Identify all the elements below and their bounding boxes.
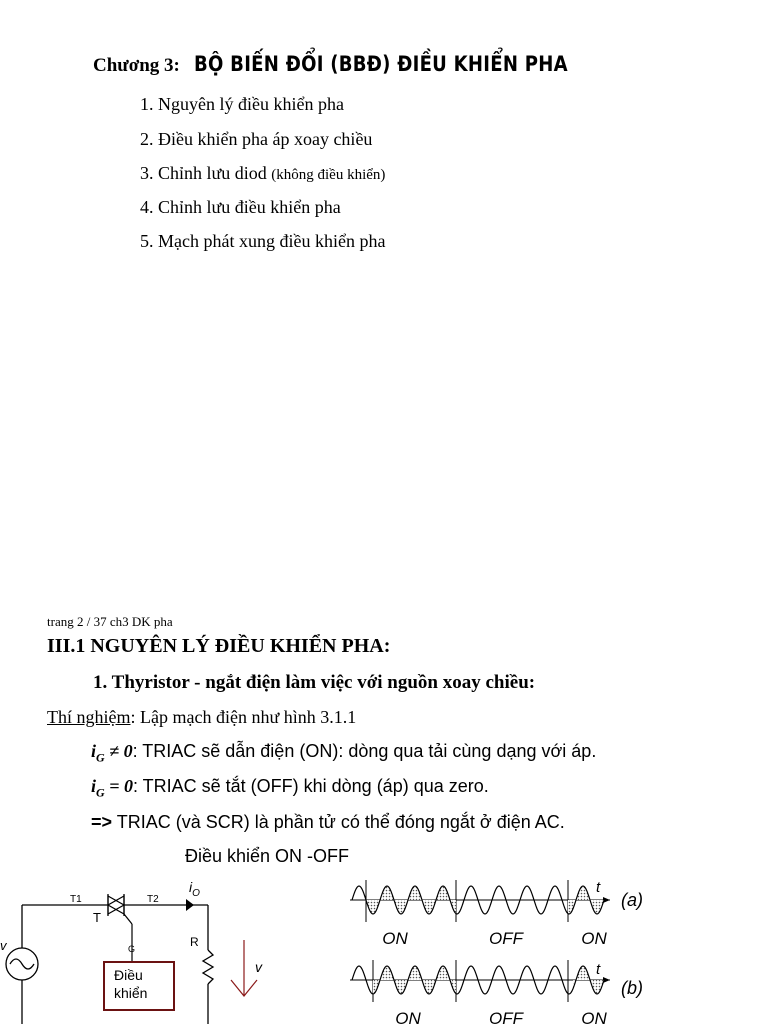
ig-symbol: $i_G \ne 0$ bbox=[91, 741, 133, 765]
resistor-icon bbox=[203, 950, 213, 984]
conclusion-text: TRIAC (và SCR) là phần tử có thể đóng ngắt ở điện AC. bbox=[112, 812, 565, 832]
waveform-b bbox=[350, 960, 610, 1002]
toc-item-3: 3. Chỉnh lưu diod (không điều khiển) bbox=[140, 163, 386, 183]
t1-label: T1 bbox=[70, 894, 82, 905]
experiment-text: : Lập mạch điện như hình 3.1.1 bbox=[130, 707, 357, 727]
r-label: R bbox=[190, 935, 199, 949]
experiment-line bbox=[47, 707, 356, 728]
waveform-b-state-1: ON bbox=[395, 1009, 421, 1024]
section-heading: III.1 NGUYÊN LÝ ĐIỀU KHIỂN PHA: bbox=[47, 635, 391, 657]
waveform-a-state-2: OFF bbox=[489, 929, 523, 948]
chapter-prefix: Chương 3: bbox=[93, 55, 180, 76]
waveform-a-t-label: t bbox=[596, 879, 601, 896]
ig-on-text: : TRIAC sẽ dẫn điện (ON): dòng qua tải cùng dạng với áp. bbox=[132, 741, 597, 761]
toc-item-1: 1. Nguyên lý điều khiển pha bbox=[140, 94, 344, 114]
waveform-diagram bbox=[340, 874, 660, 1024]
control-caption: Điều khiển ON -OFF bbox=[185, 846, 350, 866]
t-label: T bbox=[93, 910, 101, 925]
waveform-a-state-3: ON bbox=[581, 929, 607, 948]
waveform-a bbox=[350, 880, 610, 922]
control-label-1: Điều bbox=[114, 967, 143, 983]
io-label: $i_O$ bbox=[189, 879, 200, 899]
t2-label: T2 bbox=[147, 894, 159, 905]
conclusion-line bbox=[91, 812, 565, 833]
chapter-title bbox=[93, 52, 629, 77]
control-label-2: khiển bbox=[114, 985, 148, 1001]
toc-item-5: 5. Mạch phát xung điều khiển pha bbox=[140, 231, 386, 251]
page-footer: trang 2 / 37 ch3 DK pha bbox=[47, 614, 173, 629]
conclusion-arrow: => bbox=[91, 812, 113, 832]
triac-circuit-diagram bbox=[0, 872, 300, 1024]
waveform-a-label: (a) bbox=[621, 890, 643, 910]
g-label: G bbox=[128, 944, 136, 954]
ig-off-text: : TRIAC sẽ tắt (OFF) khi dòng (áp) qua zero. bbox=[132, 776, 489, 796]
current-arrow-icon bbox=[186, 899, 194, 911]
toc-item-4: 4. Chỉnh lưu điều khiển pha bbox=[140, 197, 341, 217]
waveform-b-t-label: t bbox=[596, 961, 601, 978]
source-label: v bbox=[0, 938, 7, 953]
v-label: v bbox=[255, 959, 262, 975]
chapter-main-title: BỘ BIẾN ĐỔI (BBĐ) ĐIỀU KHIỂN PHA bbox=[193, 52, 568, 76]
waveform-b-state-2: OFF bbox=[489, 1009, 523, 1024]
experiment-label: Thí nghiệm bbox=[47, 707, 131, 727]
ig-symbol: $i_G = 0$ bbox=[91, 776, 133, 800]
waveform-b-state-3: ON bbox=[581, 1009, 607, 1024]
ig-on-line bbox=[91, 741, 596, 766]
toc-item-3-note: (không điều khiển) bbox=[271, 167, 386, 183]
section-subheading: 1. Thyristor - ngắt điện làm việc với nguồn xoay chiều: bbox=[93, 672, 536, 693]
waveform-b-label: (b) bbox=[621, 978, 643, 998]
ig-off-line bbox=[91, 776, 489, 801]
waveform-a-state-1: ON bbox=[382, 929, 408, 948]
toc-item-2: 2. Điều khiển pha áp xoay chiều bbox=[140, 129, 373, 149]
